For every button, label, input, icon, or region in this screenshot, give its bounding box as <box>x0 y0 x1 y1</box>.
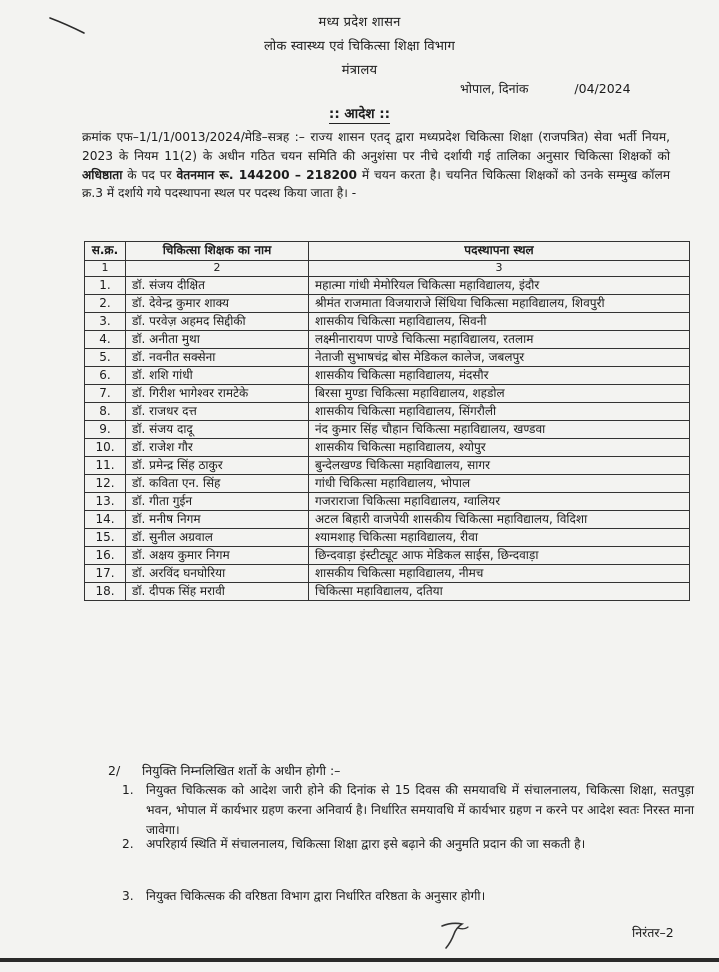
table-row <box>85 313 690 331</box>
signature-scribble-icon <box>436 918 476 952</box>
name-cell: डॉ. दीपक सिंह मरावी <box>126 583 309 601</box>
order-title <box>0 104 719 122</box>
column-number: 1 <box>85 261 126 277</box>
name-cell: डॉ. राजेश गौर <box>126 439 309 457</box>
serial-cell: 8. <box>85 403 126 421</box>
place-cell: छिन्दवाड़ा इंस्टीट्यूट आफ मेडिकल साईस, छिन्दवाड़ा <box>309 547 690 565</box>
name-cell: डॉ. संजय दादू <box>126 421 309 439</box>
condition-text: नियुक्त चिकित्सक की वरिष्ठता विभाग द्वारा निर्धारित वरिष्ठता के अनुसार होगी। <box>146 889 486 903</box>
name-cell: डॉ. शशि गांधी <box>126 367 309 385</box>
name-cell: डॉ. गिरीश भागेश्वर रामटेके <box>126 385 309 403</box>
date-value: /04/2024 <box>574 81 631 96</box>
table-row <box>85 367 690 385</box>
serial-cell: 12. <box>85 475 126 493</box>
table-row <box>85 349 690 367</box>
table-row <box>85 529 690 547</box>
name-cell: डॉ. देवेन्द्र कुमार शाक्य <box>126 295 309 313</box>
name-cell: डॉ. सुनील अग्रवाल <box>126 529 309 547</box>
name-cell: डॉ. संजय दीक्षित <box>126 277 309 295</box>
name-cell: डॉ. मनीष निगम <box>126 511 309 529</box>
department-name: लोक स्वास्थ्य एवं चिकित्सा शिक्षा विभाग <box>263 39 455 54</box>
serial-cell: 15. <box>85 529 126 547</box>
column-number: 2 <box>126 261 309 277</box>
serial-cell: 7. <box>85 385 126 403</box>
place-cell: श्रीमंत राजमाता विजयाराजे सिंधिया चिकित्सा महाविद्यालय, शिवपुरी <box>309 295 690 313</box>
column-number: 3 <box>309 261 690 277</box>
date-line <box>460 80 631 97</box>
place-cell: शासकीय चिकित्सा महाविद्यालय, सिवनी <box>309 313 690 331</box>
serial-cell: 11. <box>85 457 126 475</box>
order-title-text: :: आदेश :: <box>328 106 391 122</box>
serial-cell: 13. <box>85 493 126 511</box>
place-cell: महात्मा गांधी मेमोरियल चिकित्सा महाविद्यालय, इंदौर <box>309 277 690 295</box>
place-cell: बुन्देलखण्ड चिकित्सा महाविद्यालय, सागर <box>309 457 690 475</box>
place-cell: बिरसा मुण्डा चिकित्सा महाविद्यालय, शहडोल <box>309 385 690 403</box>
place-cell: श्यामशाह चिकित्सा महाविद्यालय, रीवा <box>309 529 690 547</box>
condition-number: 3. <box>122 889 134 903</box>
place-cell: गजराराजा चिकित्सा महाविद्यालय, ग्वालियर <box>309 493 690 511</box>
table-row <box>85 295 690 313</box>
serial-cell: 10. <box>85 439 126 457</box>
condition-number: 1. <box>122 783 134 797</box>
intro-text-3: में चयन करता है। चयनित चिकित्सा शिक्षकों को उनके सम्मुख कॉलम क्र.3 में दर्शाये गये पदस्थापना स्थल पर पदस्थ किया जाता है। - <box>82 167 670 201</box>
name-cell: डॉ. अरविंद घनघोरिया <box>126 565 309 583</box>
serial-cell: 18. <box>85 583 126 601</box>
table-row <box>85 457 690 475</box>
condition-item <box>122 780 694 840</box>
name-cell: डॉ. प्रमेन्द्र सिंह ठाकुर <box>126 457 309 475</box>
condition-text: नियुक्त चिकित्सक को आदेश जारी होने की दिनांक से 15 दिवस की समयावधि में संचालनालय, चिकित्सा शिक्षा, सतपुड़ा भवन, भोपाल में कार्यभार ग्रहण करना अनिवार्य है। निर्धारित समयावधि में कार्यभार ग्रहण न करने पर आदेश स्वतः निरस्त माना जावेगा। <box>146 783 694 837</box>
place-cell: शासकीय चिकित्सा महाविद्यालय, नीमच <box>309 565 690 583</box>
table-row <box>85 331 690 349</box>
name-cell: डॉ. अक्षय कुमार निगम <box>126 547 309 565</box>
table-row <box>85 511 690 529</box>
office-name: मंत्रालय <box>341 63 378 78</box>
table-row <box>85 421 690 439</box>
table-row <box>85 493 690 511</box>
date-label: भोपाल, दिनांक <box>460 81 529 96</box>
place-cell: चिकित्सा महाविद्यालय, दतिया <box>309 583 690 601</box>
name-cell: डॉ. राजधर दत्त <box>126 403 309 421</box>
table-header-row <box>85 242 690 261</box>
column-number-row <box>85 261 690 277</box>
serial-cell: 14. <box>85 511 126 529</box>
header-name: चिकित्सा शिक्षक का नाम <box>126 242 309 261</box>
table-row <box>85 403 690 421</box>
place-cell: शासकीय चिकित्सा महाविद्यालय, सिंगरौली <box>309 403 690 421</box>
place-cell: लक्ष्मीनारायण पाण्डे चिकित्सा महाविद्यालय, रतलाम <box>309 331 690 349</box>
place-cell: गांधी चिकित्सा महाविद्यालय, भोपाल <box>309 475 690 493</box>
place-cell: शासकीय चिकित्सा महाविद्यालय, श्योपुर <box>309 439 690 457</box>
table-row <box>85 475 690 493</box>
table-row <box>85 583 690 601</box>
government-name: मध्य प्रदेश शासन <box>318 15 401 30</box>
condition-item <box>122 834 694 854</box>
place-cell: नंद कुमार सिंह चौहान चिकित्सा महाविद्यालय, खण्डवा <box>309 421 690 439</box>
table-row <box>85 439 690 457</box>
posting-table <box>84 241 690 601</box>
place-cell: अटल बिहारी वाजपेयी शासकीय चिकित्सा महाविद्यालय, विदिशा <box>309 511 690 529</box>
condition-item <box>122 886 694 906</box>
name-cell: डॉ. कविता एन. सिंह <box>126 475 309 493</box>
name-cell: डॉ. गीता गुईन <box>126 493 309 511</box>
table-row <box>85 565 690 583</box>
serial-cell: 2. <box>85 295 126 313</box>
section-2-heading <box>108 762 340 779</box>
condition-number: 2. <box>122 837 134 851</box>
table-row <box>85 385 690 403</box>
name-cell: डॉ. परवेज़ अहमद सिद्दीकी <box>126 313 309 331</box>
intro-bold-post: अधिष्ठाता <box>82 167 123 182</box>
table-row <box>85 547 690 565</box>
header-serial: स.क्र. <box>85 242 126 261</box>
intro-text-1: क्रमांक एफ–1/1/1/0013/2024/मेडि–सत्रह :– राज्य शासन एतद् द्वारा मध्यप्रदेश चिकित्सा शिक्षा (राजपत्रित) सेवा भर्ती नियम, 2023 के नियम 11(2) के अधीन गठित चयन समिति की अनुशंसा पर नीचे दर्शायी गई तालिका अनुसार चिकित्सा शिक्षकों को <box>82 130 670 163</box>
order-intro-paragraph <box>82 128 670 203</box>
serial-cell: 5. <box>85 349 126 367</box>
name-cell: डॉ. नवनीत सक्सेना <box>126 349 309 367</box>
header-place: पदस्थापना स्थल <box>309 242 690 261</box>
section-heading-text: नियुक्ति निम्नलिखित शर्तो के अधीन होगी :– <box>141 763 341 778</box>
condition-text: अपरिहार्य स्थिति में संचालनालय, चिकित्सा शिक्षा द्वारा इसे बढ़ाने की अनुमति प्रदान की जा सकती है। <box>146 837 586 851</box>
serial-cell: 9. <box>85 421 126 439</box>
serial-cell: 6. <box>85 367 126 385</box>
continued-marker: निरंतर–2 <box>632 925 674 940</box>
intro-bold-payscale: वेतनमान रू. 144200 – 218200 <box>176 167 358 182</box>
serial-cell: 16. <box>85 547 126 565</box>
intro-text-2: के पद पर <box>122 167 177 182</box>
serial-cell: 4. <box>85 331 126 349</box>
serial-cell: 3. <box>85 313 126 331</box>
place-cell: नेताजी सुभाषचंद्र बोस मेडिकल कालेज, जबलपुर <box>309 349 690 367</box>
section-number: 2/ <box>108 763 121 778</box>
serial-cell: 17. <box>85 565 126 583</box>
table-row <box>85 277 690 295</box>
serial-cell: 1. <box>85 277 126 295</box>
place-cell: शासकीय चिकित्सा महाविद्यालय, मंदसौर <box>309 367 690 385</box>
bottom-divider <box>0 958 719 962</box>
name-cell: डॉ. अनीता मुथा <box>126 331 309 349</box>
